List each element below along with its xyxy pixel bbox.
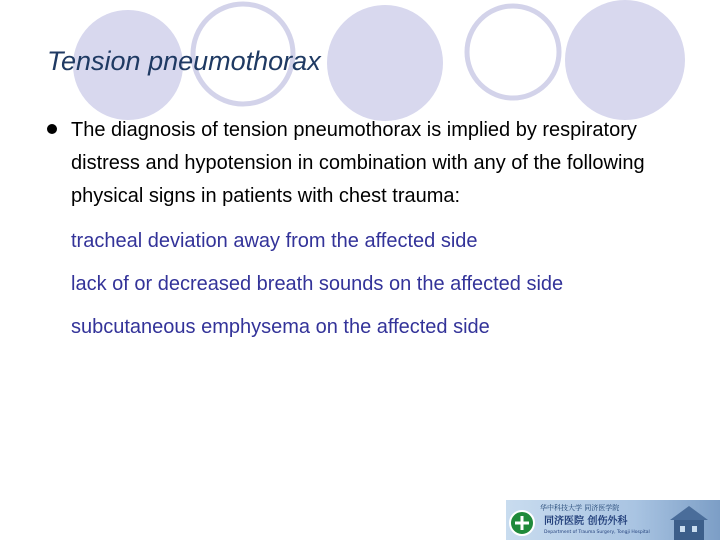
sub-item-breath-sounds: lack of or decreased breath sounds on the affected side [71, 273, 564, 295]
logo-line3: Department of Trauma Surgery, Tongji Hospital [544, 530, 650, 535]
deco-circle-filled [327, 5, 443, 121]
hospital-logo [506, 500, 720, 540]
bullet-icon [47, 124, 57, 134]
bullet-item [44, 114, 684, 213]
slide-title: Tension pneumothorax [47, 46, 321, 76]
sub-list [44, 225, 684, 344]
hospital-logo-image [506, 500, 720, 540]
sub-item-tracheal-deviation: tracheal deviation away from the affected side [71, 230, 478, 252]
logo-line1: 华中科技大学 同济医学院 [540, 504, 620, 512]
sub-item-subcutaneous-emphysema: subcutaneous emphysema on the affected side [71, 316, 490, 338]
deco-circle-filled [565, 0, 685, 120]
bullet-text: The diagnosis of tension pneumothorax is implied by respiratory distress and hypotension in combination with any of the following physical signs in patients with chest trauma: [71, 119, 645, 207]
logo-line2: 同济医院 创伤外科 [544, 516, 628, 527]
deco-circle-ring [467, 6, 559, 98]
slide-content [44, 114, 684, 354]
